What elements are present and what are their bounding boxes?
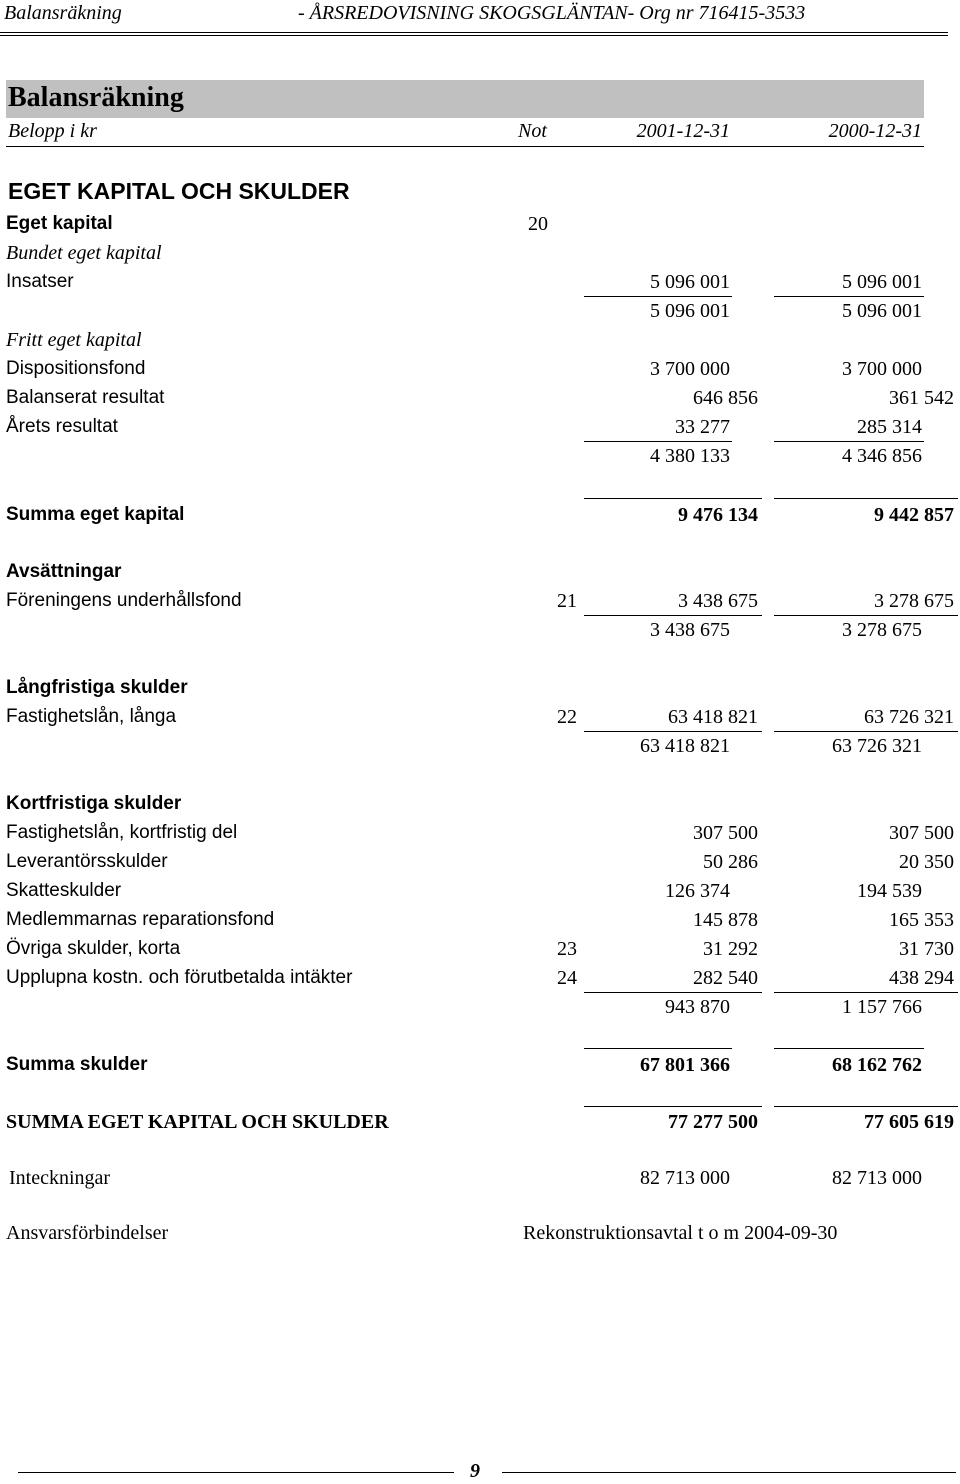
header-right: - ÅRSREDOVISNING SKOGSGLÄNTAN- Org nr 716415-3533 bbox=[298, 2, 806, 24]
balanserat-v1: 646 856 bbox=[693, 387, 758, 409]
summa-eget-kapital-v2: 9 442 857 bbox=[874, 504, 954, 526]
kort-row-v1: 126 374 bbox=[665, 880, 730, 902]
inteckningar-v1: 82 713 000 bbox=[640, 1167, 730, 1189]
avsattningar-label: Avsättningar bbox=[6, 561, 122, 582]
bundet-sum-v1: 5 096 001 bbox=[650, 300, 730, 322]
fastighetslan-langa-v1: 63 418 821 bbox=[668, 706, 758, 728]
underline bbox=[774, 1048, 924, 1049]
kortfristiga-sum-v1: 943 870 bbox=[665, 996, 730, 1018]
insatser-v2: 5 096 001 bbox=[842, 271, 922, 293]
underhallsfond-v1: 3 438 675 bbox=[678, 590, 758, 612]
langfristiga-sum-v2: 63 726 321 bbox=[832, 735, 922, 757]
col2-header: 2000-12-31 bbox=[828, 120, 922, 142]
summa-total-v1: 77 277 500 bbox=[668, 1111, 758, 1133]
arets-label: Årets resultat bbox=[6, 416, 118, 437]
dispositionsfond-v2: 3 700 000 bbox=[842, 358, 922, 380]
underline bbox=[584, 1106, 762, 1107]
kort-row-not: 24 bbox=[557, 967, 577, 989]
kort-row-v2: 194 539 bbox=[857, 880, 922, 902]
underline bbox=[774, 992, 958, 993]
fritt-sum-v1: 4 380 133 bbox=[650, 445, 730, 467]
kort-row-v1: 282 540 bbox=[693, 967, 758, 989]
arets-v1: 33 277 bbox=[675, 416, 730, 438]
kort-row-label: Leverantörsskulder bbox=[6, 851, 168, 872]
footer-rule-left bbox=[18, 1472, 454, 1473]
kortfristiga-sum-v2: 1 157 766 bbox=[842, 996, 922, 1018]
underhallsfond-label: Föreningens underhållsfond bbox=[6, 590, 242, 611]
underline bbox=[774, 731, 958, 732]
underline bbox=[774, 296, 924, 297]
summa-skulder-v2: 68 162 762 bbox=[832, 1054, 922, 1076]
kort-row-v1: 31 292 bbox=[703, 938, 758, 960]
inteckningar-v2: 82 713 000 bbox=[832, 1167, 922, 1189]
underhallsfond-v2: 3 278 675 bbox=[874, 590, 954, 612]
kort-row-label: Övriga skulder, korta bbox=[6, 938, 181, 959]
summa-total-label: SUMMA EGET KAPITAL OCH SKULDER bbox=[6, 1111, 389, 1133]
kort-row-v2: 31 730 bbox=[899, 938, 954, 960]
dispositionsfond-v1: 3 700 000 bbox=[650, 358, 730, 380]
underline bbox=[584, 498, 762, 499]
kort-row-v2: 165 353 bbox=[889, 909, 954, 931]
kort-row-v2: 20 350 bbox=[899, 851, 954, 873]
underline bbox=[774, 441, 924, 442]
kortfristiga-label: Kortfristiga skulder bbox=[6, 793, 182, 814]
page-title: Balansräkning bbox=[8, 82, 184, 113]
langfristiga-sum-v1: 63 418 821 bbox=[640, 735, 730, 757]
langfristiga-label: Långfristiga skulder bbox=[6, 677, 188, 698]
footer-rule-right bbox=[502, 1472, 956, 1473]
page-number: 9 bbox=[470, 1460, 480, 1482]
header-left: Balansräkning bbox=[4, 2, 122, 24]
kort-row-v2: 438 294 bbox=[889, 967, 954, 989]
summa-skulder-v1: 67 801 366 bbox=[640, 1054, 730, 1076]
fastighetslan-langa-label: Fastighetslån, långa bbox=[6, 706, 177, 727]
header-rule-top bbox=[0, 32, 948, 33]
col1-header: 2001-12-31 bbox=[636, 120, 730, 142]
kort-row-label: Upplupna kostn. och förutbetalda intäkter bbox=[6, 967, 353, 988]
underline bbox=[584, 992, 762, 993]
summa-skulder-label: Summa skulder bbox=[6, 1054, 148, 1075]
underline bbox=[584, 615, 762, 616]
fastighetslan-langa-v2: 63 726 321 bbox=[864, 706, 954, 728]
kort-row-label: Fastighetslån, kortfristig del bbox=[6, 822, 238, 843]
summa-eget-kapital-v1: 9 476 134 bbox=[678, 504, 758, 526]
dispositionsfond-label: Dispositionsfond bbox=[6, 358, 146, 379]
kort-row-v1: 145 878 bbox=[693, 909, 758, 931]
fastighetslan-langa-not: 22 bbox=[557, 706, 577, 728]
avsattningar-sum-v1: 3 438 675 bbox=[650, 619, 730, 641]
underline bbox=[584, 1048, 732, 1049]
summa-eget-kapital-label: Summa eget kapital bbox=[6, 504, 185, 525]
insatser-label: Insatser bbox=[6, 271, 74, 292]
eget-kapital-not: 20 bbox=[528, 213, 548, 235]
insatser-v1: 5 096 001 bbox=[650, 271, 730, 293]
underline bbox=[584, 441, 732, 442]
balanserat-v2: 361 542 bbox=[889, 387, 954, 409]
kort-row-label: Medlemmarnas reparationsfond bbox=[6, 909, 275, 930]
kort-row-v1: 50 286 bbox=[703, 851, 758, 873]
kort-row-v2: 307 500 bbox=[889, 822, 954, 844]
kort-row-label: Skatteskulder bbox=[6, 880, 122, 901]
section-title: EGET KAPITAL OCH SKULDER bbox=[8, 178, 350, 204]
title-rule bbox=[6, 146, 924, 147]
kort-row-v1: 307 500 bbox=[693, 822, 758, 844]
arets-v2: 285 314 bbox=[857, 416, 922, 438]
bundet-label: Bundet eget kapital bbox=[6, 242, 162, 264]
underline bbox=[774, 498, 958, 499]
balanserat-label: Balanserat resultat bbox=[6, 387, 165, 408]
belopp-label: Belopp i kr bbox=[8, 120, 97, 142]
underline bbox=[584, 296, 732, 297]
not-header: Not bbox=[518, 120, 547, 142]
eget-kapital-label: Eget kapital bbox=[6, 213, 113, 234]
ansvar-label: Ansvarsförbindelser bbox=[6, 1222, 169, 1244]
avsattningar-sum-v2: 3 278 675 bbox=[842, 619, 922, 641]
underline bbox=[584, 731, 762, 732]
ansvar-value: Rekonstruktionsavtal t o m 2004-09-30 bbox=[523, 1222, 838, 1244]
underline bbox=[774, 1106, 958, 1107]
fritt-sum-v2: 4 346 856 bbox=[842, 445, 922, 467]
underhallsfond-not: 21 bbox=[557, 590, 577, 612]
kort-row-not: 23 bbox=[557, 938, 577, 960]
inteckningar-label: Inteckningar bbox=[9, 1167, 111, 1189]
header-rule-bottom bbox=[0, 35, 948, 36]
underline bbox=[774, 615, 958, 616]
bundet-sum-v2: 5 096 001 bbox=[842, 300, 922, 322]
summa-total-v2: 77 605 619 bbox=[864, 1111, 954, 1133]
fritt-label: Fritt eget kapital bbox=[6, 329, 142, 351]
